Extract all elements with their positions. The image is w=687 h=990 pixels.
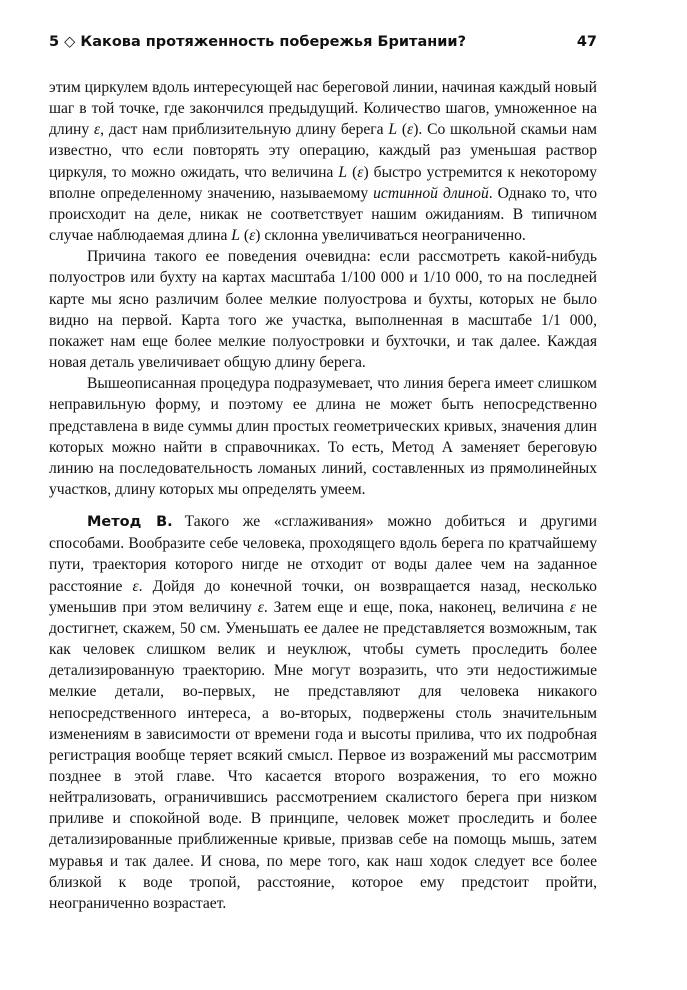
- page-number: 47: [576, 34, 597, 50]
- math-scale: 1/10 000: [422, 269, 479, 287]
- text-run: ). Со школьной скамьи нам известно, что если повторять эту операцию, каждый раз уменьшая раствор циркуля, то можно ожидать, что величина: [49, 121, 597, 181]
- math-scale: 1/100 000: [340, 269, 405, 287]
- text-run: . Однако то, что происходит на деле, никак не соответствует нашим ожиданиям. В типичном случае наблюдаемая длина: [49, 184, 598, 245]
- text-run: Причина такого ее поведения очевидна: если рассмотреть какой-нибудь полуостров или бухту на картах масштаба: [49, 248, 597, 287]
- paragraph-1: [49, 77, 597, 246]
- chapter-title: 5 ◇ Какова протяженность побережья Британии?: [49, 34, 466, 50]
- math-paren: (: [239, 227, 250, 245]
- paragraph-3: Вышеописанная процедура подразумевает, что линия берега имеет слишком неправильную форму, и поэтому ее длина не может быть непосредственно представлена в виде суммы длин простых геометрических кривых, значения длин которых можно найти в справочниках. То есть, Метод А заменяет береговую линию на последовательность ломаных линий, составленных из прямолинейных участков, длину которых мы определять умеем.: [49, 375, 597, 498]
- math-L: L: [388, 121, 398, 139]
- paragraph-2: [49, 246, 597, 373]
- text-run: этим циркулем вдоль интересующей нас береговой линии, начиная каждый новый шаг в той точке, где закончился предыдущий. Количество шагов, умноженное на длину: [49, 79, 597, 139]
- text-run: , даст нам приблизительную длину берега: [100, 121, 389, 139]
- math-epsilon: ε: [569, 598, 576, 616]
- text-run: ) склонна увеличиваться неограниченно.: [255, 227, 526, 245]
- method-b-heading: Метод B.: [87, 514, 173, 531]
- math-epsilon: ε: [357, 163, 364, 181]
- math-paren: (: [347, 163, 358, 181]
- math-epsilon: ε: [93, 121, 101, 139]
- math-L: L: [338, 163, 348, 181]
- emphasis-true-length: истинной длиной: [373, 184, 489, 202]
- math-paren: (: [397, 121, 408, 139]
- math-L: L: [231, 227, 240, 245]
- math-epsilon: ε: [132, 577, 139, 595]
- text-run: не достигнет, скажем, 50 см. Уменьшать ее далее не представляется возможным, так как человек слишком велик и неуклюж, чтобы суметь проследить более детализированную траекторию. Мне могут возразить, что эти недостижимые мелкие детали, во-первых, не представляют для человека никакого непосредственного интереса, а во-вторых, подвержены столь значительным изменениям в зависимости от времени года и высоты прилива, что их подробная регистрация вообще теряет всякий смысл. Первое из возражений мы рассмотрим позднее в этой главе. Что касается второго возражения, то его можно нейтрализовать, ограничившись рассмотрением скалистого берега при низком приливе и спокойной воде. В принципе, человек может проследить и более детализированные приближенные кривые, призвав себе на помощь мышь, затем муравья и так далее. И снова, по мере того, как наш ходок следует все более близкой к воде тропой, расстояние, которое ему предстоит пройти, неограниченно возрастает.: [49, 598, 598, 912]
- text-run: , то на последней карте мы ясно различим более мелкие полуострова и бухты, которых не было видно на первой. Карта того же участка, выполненная в масштабе: [49, 269, 597, 329]
- text-run: . Затем еще и еще, пока, наконец, величина: [263, 598, 570, 616]
- text-run: . Дойдя до конечной точки, он возвращается назад, несколько уменьшив при этом величину: [49, 577, 597, 616]
- text-run: , покажет нам еще более мелкие полуостровки и бухточки, и так далее. Каждая новая деталь увеличивает общую длину берега.: [49, 311, 598, 372]
- paragraph-method-b: [49, 511, 597, 914]
- math-epsilon: ε: [407, 121, 414, 139]
- text-run: ) быстро устремится к некоторому вполне определенному значению, называемому: [49, 163, 597, 202]
- text-run: и: [404, 269, 423, 287]
- math-epsilon: ε: [257, 598, 264, 616]
- math-scale: 1/1 000: [540, 311, 594, 329]
- body-text: [49, 77, 597, 914]
- running-header: [49, 34, 597, 56]
- math-epsilon: ε: [249, 227, 256, 245]
- text-run: Такого же «сглаживания» можно добиться и другими способами. Вообразите себе человека, проходящего вдоль берега по кратчайшему пути, траектория которого нигде не отходит от воды далее чем на заданное расстояние: [49, 513, 597, 595]
